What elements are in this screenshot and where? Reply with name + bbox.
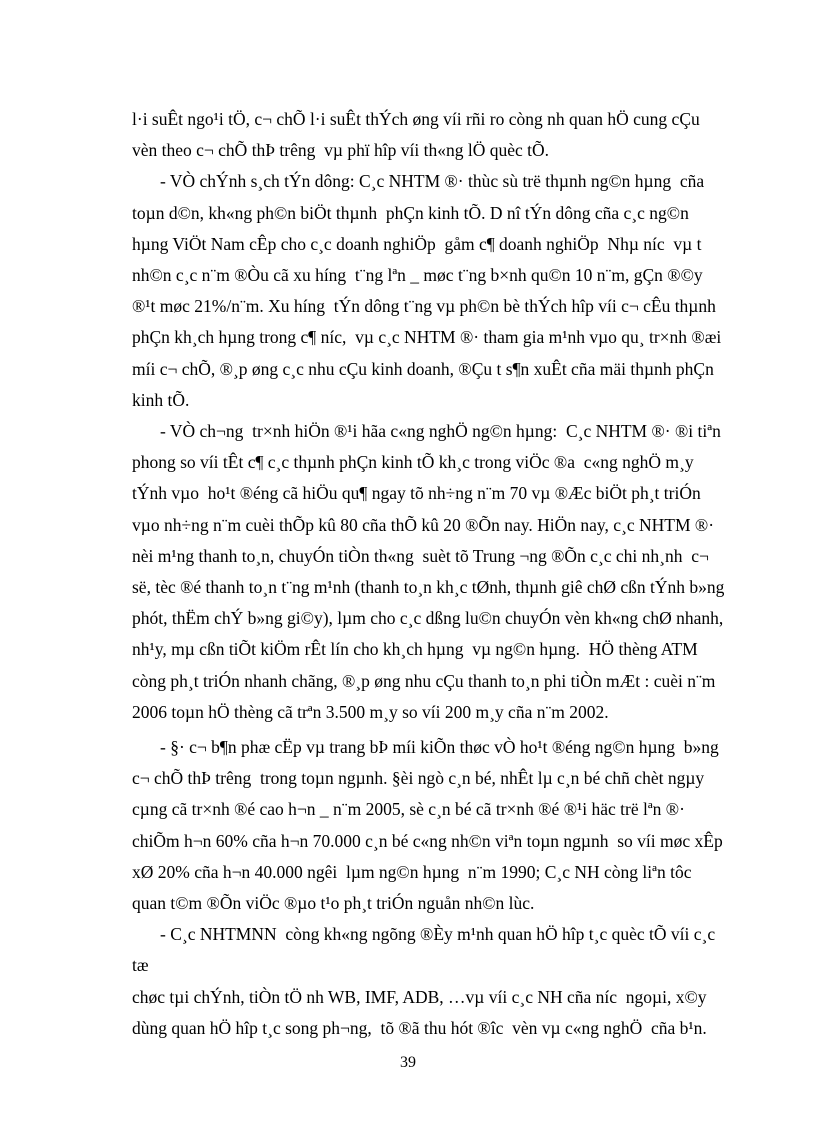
text-line: nh©n c¸c n¨m ®Òu cã xu híng t¨ng lªn _ møc t¨ng b×nh qu©n 10 n¨m, gÇn ®©y bbox=[132, 265, 703, 286]
text-line: 2006 toµn hÖ thèng cã trªn 3.500 m¸y so víi 200 m¸y cña n¨m 2002. bbox=[132, 701, 609, 722]
text-line: kinh tÕ. bbox=[132, 389, 190, 410]
paragraph-technology-start: - VÒ ch¬ng tr×nh hiÖn ®¹i hãa c«ng nghÖ ng©n hµng: C¸c NHTM ®· ®i tiªn bbox=[160, 421, 721, 442]
text-line: vèn theo c¬ chÕ thÞ trêng vµ phï hîp víi th«ng lÖ quèc tÕ. bbox=[132, 140, 550, 161]
text-line: tæ bbox=[132, 955, 149, 976]
document-body bbox=[132, 104, 740, 1044]
text-line: nèi m¹ng thanh to¸n, chuyÓn tiÒn th«ng suèt tõ Trung ¬ng ®Õn c¸c chi nh¸nh c¬ bbox=[132, 545, 709, 566]
text-line: dùng quan hÖ hîp t¸c song ph¬ng, tõ ®ã thu hót ®îc vèn vµ c«ng nghÖ cña b¹n. bbox=[132, 1017, 707, 1038]
text-line: tÝnh vµo ho¹t ®éng cã hiÖu qu¶ ngay tõ nh÷ng n¨m 70 vµ ®Æc biÖt ph¸t triÓn bbox=[132, 483, 701, 504]
text-line: së, tèc ®é thanh to¸n t¨ng m¹nh (thanh to¸n kh¸c tØnh, thµnh giê chØ cßn tÝnh b»ng bbox=[132, 577, 725, 598]
text-line: xØ 20% cña h¬n 40.000 ngêi lµm ng©n hµng n¨m 1990; C¸c NH còng liªn tôc bbox=[132, 861, 692, 882]
text-line: hµng ViÖt Nam cÊp cho c¸c doanh nghiÖp gåm c¶ doanh nghiÖp Nhµ níc vµ t bbox=[132, 233, 702, 254]
text-line: còng ph¸t triÓn nhanh chãng, ®¸p øng nhu cÇu thanh to¸n phi tiÒn mÆt : cuèi n¨m bbox=[132, 670, 716, 691]
paragraph-training-start: - §· c¬ b¶n phæ cËp vµ trang bÞ míi kiÕn thøc vÒ ho¹t ®éng ng©n hµng b»ng bbox=[160, 737, 719, 758]
text-line: phong so víi tÊt c¶ c¸c thµnh phÇn kinh tÕ kh¸c trong viÖc ®a c«ng nghÖ m¸y bbox=[132, 452, 694, 473]
text-line: phÇn kh¸ch hµng trong c¶ níc, vµ c¸c NHTM ®· tham gia m¹nh vµo qu¸ tr×nh ®æi bbox=[132, 327, 722, 348]
paragraph-cooperation-start: - C¸c NHTMNN còng kh«ng ngõng ®Èy m¹nh quan hÖ hîp t¸c quèc tÕ víi c¸c bbox=[160, 924, 716, 945]
text-line: míi c¬ chÕ, ®¸p øng c¸c nhu cÇu kinh doanh, ®Çu t s¶n xuÊt cña mäi thµnh phÇn bbox=[132, 358, 714, 379]
text-line: cµng cã tr×nh ®é cao h¬n _ n¨m 2005, sè c¸n bé cã tr×nh ®é ®¹i häc trë lªn ®· bbox=[132, 799, 685, 820]
text-line: phót, thËm chÝ b»ng gi©y), lµm cho c¸c dßng lu©n chuyÓn vèn kh«ng chØ nhanh, bbox=[132, 608, 724, 629]
page-number: 39 bbox=[400, 1054, 416, 1071]
text-line: ®¹t møc 21%/n¨m. Xu híng tÝn dông t¨ng vµ ph©n bè thÝch hîp víi c¬ cÊu thµnh bbox=[132, 296, 716, 317]
text-line: c¬ chÕ thÞ trêng trong toµn ngµnh. §èi ngò c¸n bé, nhÊt lµ c¸n bé chñ chèt ngµy bbox=[132, 768, 705, 789]
text-line: quan t©m ®Õn viÖc ®µo t¹o ph¸t triÓn nguån nh©n lùc. bbox=[132, 893, 535, 914]
text-line: toµn d©n, kh«ng ph©n biÖt thµnh phÇn kinh tÕ. D nî tÝn dông cña c¸c ng©n bbox=[132, 202, 689, 223]
text-line: chiÕm h¬n 60% cña h¬n 70.000 c¸n bé c«ng nh©n viªn toµn ngµnh so víi møc xÊp bbox=[132, 830, 723, 851]
text-line: vµo nh÷ng n¨m cuèi thÕp kû 80 cña thÕ kû 20 ®Õn nay. HiÖn nay, c¸c NHTM ®· bbox=[132, 514, 715, 535]
text-line: nh¹y, mµ cßn tiÕt kiÖm rÊt lín cho kh¸ch hµng vµ ng©n hµng. HÖ thèng ATM bbox=[132, 639, 698, 660]
text-line: l·i suÊt ngo¹i tÖ, c¬ chÕ l·i suÊt thÝch øng víi rñi ro còng nh quan hÖ cung cÇu bbox=[132, 109, 700, 129]
paragraph-credit-policy-start: - VÒ chÝnh s¸ch tÝn dông: C¸c NHTM ®· thùc sù trë thµnh ng©n hµng cña bbox=[160, 171, 705, 192]
text-line: chøc tµi chÝnh, tiÒn tÖ nh WB, IMF, ADB, …vµ víi c¸c NH cña níc ngoµi, x©y bbox=[132, 986, 707, 1007]
